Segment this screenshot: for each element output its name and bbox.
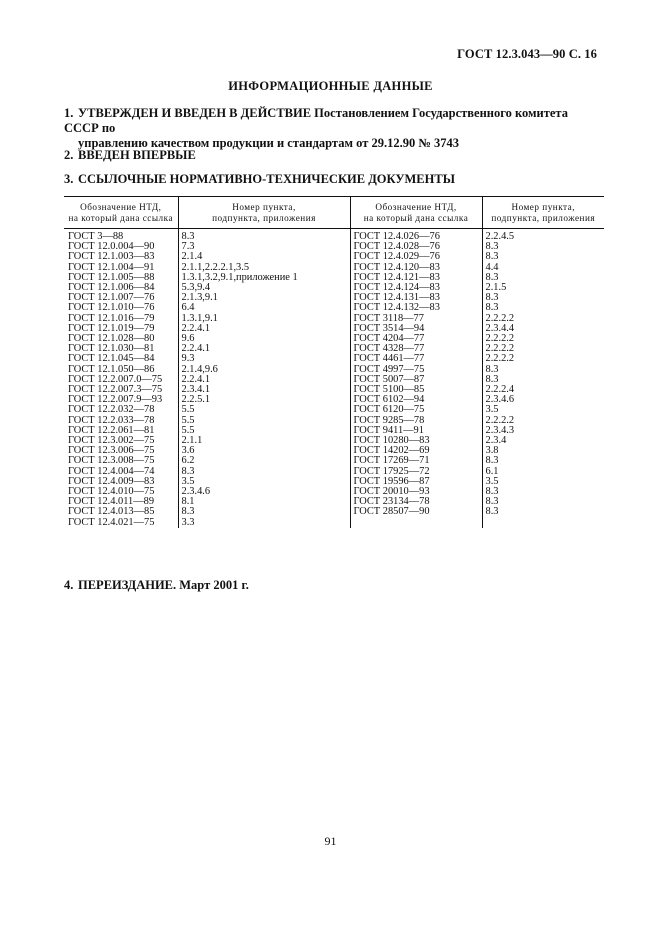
doc-designation-cell: ГОСТ 12.4.013—85 bbox=[68, 506, 155, 518]
doc-designation-cell: ГОСТ 12.1.007—76 bbox=[68, 292, 155, 304]
clause-number-cell: 3.3 bbox=[178, 518, 350, 528]
doc-designation-cell: ГОСТ 6120—75 bbox=[350, 405, 482, 415]
doc-designation-cell: ГОСТ 12.1.016—79 bbox=[68, 312, 155, 324]
doc-designation-cell: ГОСТ 12.2.033—78 bbox=[68, 414, 155, 426]
doc-designation-cell: ГОСТ 12.3.002—75 bbox=[68, 435, 155, 447]
clause-number-cell: 8.3 bbox=[178, 229, 350, 243]
clause-number-cell: 3.8 bbox=[482, 446, 604, 456]
doc-designation-cell bbox=[350, 518, 482, 528]
clause-number-cell: 2.2.2.2 bbox=[482, 314, 604, 324]
doc-designation-cell: ГОСТ 12.0.004—90 bbox=[68, 241, 155, 253]
clause-number-cell: 2.2.4.1 bbox=[178, 324, 350, 334]
clause-number-cell: 2.1.3,9.1 bbox=[178, 293, 350, 303]
doc-designation-cell: ГОСТ 12.2.007.0—75 bbox=[68, 373, 163, 385]
item-referenced-documents bbox=[64, 172, 604, 187]
clause-number-cell: 5.5 bbox=[178, 405, 350, 415]
doc-designation-cell: ГОСТ 12.1.003—83 bbox=[68, 251, 155, 263]
doc-designation-cell: ГОСТ 12.3.008—75 bbox=[68, 455, 155, 467]
header-clause-number: Номер пункта, подпункта, приложения bbox=[178, 197, 350, 229]
doc-designation-cell: ГОСТ 12.1.045—84 bbox=[68, 353, 155, 365]
item-text-continuation: управлению качеством продукции и стандартам от 29.12.90 № 3743 bbox=[78, 136, 460, 150]
item-text: ССЫЛОЧНЫЕ НОРМАТИВНО-ТЕХНИЧЕСКИЕ ДОКУМЕНТЫ bbox=[78, 172, 455, 186]
doc-designation-cell: ГОСТ 12.2.007.3—75 bbox=[68, 384, 163, 396]
clause-number-cell: 2.3.4.4 bbox=[482, 324, 604, 334]
clause-number-cell: 2.3.4.6 bbox=[482, 395, 604, 405]
item-text: ВВЕДЕН ВПЕРВЫЕ bbox=[78, 148, 196, 162]
clause-number-cell: 4.4 bbox=[482, 263, 604, 273]
doc-designation-cell: ГОСТ 3—88 bbox=[68, 231, 124, 242]
doc-designation-cell: ГОСТ 12.4.028—76 bbox=[350, 242, 482, 252]
doc-designation-cell: ГОСТ 12.1.005—88 bbox=[68, 271, 155, 283]
clause-number-cell: 5.5 bbox=[178, 416, 350, 426]
doc-designation-cell: ГОСТ 9411—91 bbox=[350, 426, 482, 436]
doc-designation-cell: ГОСТ 12.4.021—75 bbox=[68, 516, 155, 528]
doc-designation-cell: ГОСТ 12.4.011—89 bbox=[68, 496, 155, 508]
clause-number-cell: 8.3 bbox=[482, 507, 604, 517]
clause-number-cell: 7.3 bbox=[178, 242, 350, 252]
doc-designation-cell: ГОСТ 20010—93 bbox=[350, 487, 482, 497]
clause-number-cell: 2.2.2.4 bbox=[482, 385, 604, 395]
clause-number-cell: 8.3 bbox=[482, 252, 604, 262]
item-approved bbox=[64, 106, 604, 151]
doc-designation-cell: ГОСТ 14202—69 bbox=[350, 446, 482, 456]
item-text: ПЕРЕИЗДАНИЕ. Март 2001 г. bbox=[78, 578, 249, 592]
doc-designation-cell: ГОСТ 6102—94 bbox=[350, 395, 482, 405]
clause-number-cell: 9.3 bbox=[178, 354, 350, 364]
clause-number-cell: 8.3 bbox=[482, 273, 604, 283]
doc-designation-cell: ГОСТ 4461—77 bbox=[350, 354, 482, 364]
clause-number-cell: 8.3 bbox=[178, 467, 350, 477]
clause-number-cell: 6.1 bbox=[482, 467, 604, 477]
doc-designation-cell: ГОСТ 12.1.006—84 bbox=[68, 282, 155, 294]
item-text: УТВЕРЖДЕН И ВВЕДЕН В ДЕЙСТВИЕ Постановлением Государственного комитета СССР по bbox=[64, 106, 568, 135]
doc-designation-cell: ГОСТ 12.1.030—81 bbox=[68, 343, 155, 355]
page-header: ГОСТ 12.3.043—90 С. 16 bbox=[457, 47, 597, 61]
clause-number-cell: 8.3 bbox=[178, 507, 350, 517]
clause-number-cell: 2.2.2.2 bbox=[482, 354, 604, 364]
doc-designation-cell: ГОСТ 3514—94 bbox=[350, 324, 482, 334]
doc-designation-cell: ГОСТ 12.4.132—83 bbox=[350, 303, 482, 313]
clause-number-cell: 3.5 bbox=[482, 405, 604, 415]
doc-designation-cell: ГОСТ 12.4.029—76 bbox=[350, 252, 482, 262]
doc-designation-cell: ГОСТ 23134—78 bbox=[350, 497, 482, 507]
clause-number-cell: 2.1.1 bbox=[178, 436, 350, 446]
clause-number-cell: 1.3.1,9.1 bbox=[178, 314, 350, 324]
doc-designation-cell: ГОСТ 4204—77 bbox=[350, 334, 482, 344]
clause-number-cell: 1.3.1,3.2,9.1,приложение 1 bbox=[178, 273, 350, 283]
doc-designation-cell: ГОСТ 12.1.028—80 bbox=[68, 333, 155, 345]
clause-number-cell: 6.2 bbox=[178, 456, 350, 466]
doc-designation-cell: ГОСТ 12.2.007.9—93 bbox=[68, 394, 163, 406]
clause-number-cell: 8.3 bbox=[482, 487, 604, 497]
doc-designation-cell: ГОСТ 12.1.004—91 bbox=[68, 261, 155, 273]
item-reissue bbox=[64, 578, 604, 593]
doc-designation-cell: ГОСТ 12.4.010—75 bbox=[68, 486, 155, 498]
clause-number-cell: 5.3,9.4 bbox=[178, 283, 350, 293]
header-doc-designation: Обозначение НТД, на который дана ссылка bbox=[64, 197, 178, 229]
doc-designation-cell: ГОСТ 9285—78 bbox=[350, 416, 482, 426]
header-clause-number: Номер пункта, подпункта, приложения bbox=[482, 197, 604, 229]
doc-designation-cell: ГОСТ 17925—72 bbox=[350, 467, 482, 477]
page-number: 91 bbox=[324, 834, 337, 848]
doc-designation-cell: ГОСТ 19596—87 bbox=[350, 477, 482, 487]
clause-number-cell: 2.2.4.1 bbox=[178, 344, 350, 354]
doc-designation-cell: ГОСТ 12.4.121—83 bbox=[350, 273, 482, 283]
item-number: 3. bbox=[64, 172, 74, 186]
doc-designation-cell: ГОСТ 5100—85 bbox=[350, 385, 482, 395]
item-number: 1. bbox=[64, 106, 74, 120]
clause-number-cell: 8.3 bbox=[482, 375, 604, 385]
doc-designation-cell: ГОСТ 12.1.019—79 bbox=[68, 322, 155, 334]
referenced-documents-table bbox=[64, 196, 604, 528]
item-number: 4. bbox=[64, 578, 74, 592]
doc-designation-cell: ГОСТ 28507—90 bbox=[350, 507, 482, 517]
item-number: 2. bbox=[64, 148, 74, 162]
clause-number-cell: 2.3.4.1 bbox=[178, 385, 350, 395]
clause-number-cell: 2.2.2.2 bbox=[482, 344, 604, 354]
doc-designation-cell: ГОСТ 5007—87 bbox=[350, 375, 482, 385]
doc-designation-cell: ГОСТ 10280—83 bbox=[350, 436, 482, 446]
clause-number-cell: 8.1 bbox=[178, 497, 350, 507]
clause-number-cell: 8.3 bbox=[482, 456, 604, 466]
clause-number-cell: 3.6 bbox=[178, 446, 350, 456]
doc-designation-cell: ГОСТ 4997—75 bbox=[350, 365, 482, 375]
doc-designation-cell: ГОСТ 12.2.032—78 bbox=[68, 404, 155, 416]
clause-number-cell: 2.1.4,9.6 bbox=[178, 365, 350, 375]
section-title: ИНФОРМАЦИОННЫЕ ДАННЫЕ bbox=[228, 79, 433, 93]
item-introduced-first bbox=[64, 148, 604, 163]
doc-designation-cell: ГОСТ 12.4.009—83 bbox=[68, 475, 155, 487]
clause-number-cell: 2.3.4.6 bbox=[178, 487, 350, 497]
clause-number-cell: 3.5 bbox=[482, 477, 604, 487]
clause-number-cell: 8.3 bbox=[482, 365, 604, 375]
clause-number-cell: 2.2.4.5 bbox=[482, 229, 604, 243]
clause-number-cell: 2.3.4.3 bbox=[482, 426, 604, 436]
doc-designation-cell: ГОСТ 3118—77 bbox=[350, 314, 482, 324]
table-header-row bbox=[64, 197, 604, 229]
doc-designation-cell: ГОСТ 4328—77 bbox=[350, 344, 482, 354]
clause-number-cell: 6.4 bbox=[178, 303, 350, 313]
doc-designation-cell: ГОСТ 12.3.006—75 bbox=[68, 445, 155, 457]
clause-number-cell: 2.2.2.2 bbox=[482, 416, 604, 426]
clause-number-cell: 8.3 bbox=[482, 293, 604, 303]
clause-number-cell: 8.3 bbox=[482, 497, 604, 507]
table-body bbox=[64, 229, 604, 528]
doc-designation-cell: ГОСТ 12.4.131—83 bbox=[350, 293, 482, 303]
clause-number-cell: 9.6 bbox=[178, 334, 350, 344]
clause-number-cell: 2.3.4 bbox=[482, 436, 604, 446]
clause-number-cell: 5.5 bbox=[178, 426, 350, 436]
clause-number-cell: 2.1.5 bbox=[482, 283, 604, 293]
doc-designation-cell: ГОСТ 12.2.061—81 bbox=[68, 424, 155, 436]
doc-designation-cell: ГОСТ 17269—71 bbox=[350, 456, 482, 466]
doc-designation-cell: ГОСТ 12.1.050—86 bbox=[68, 363, 155, 375]
clause-number-cell bbox=[482, 518, 604, 528]
table-row bbox=[64, 518, 604, 528]
header-doc-designation: Обозначение НТД, на который дана ссылка bbox=[350, 197, 482, 229]
clause-number-cell: 2.1.4 bbox=[178, 252, 350, 262]
clause-number-cell: 8.3 bbox=[482, 242, 604, 252]
clause-number-cell: 2.2.2.2 bbox=[482, 334, 604, 344]
clause-number-cell: 2.2.5.1 bbox=[178, 395, 350, 405]
doc-designation-cell: ГОСТ 12.4.004—74 bbox=[68, 465, 155, 477]
clause-number-cell: 3.5 bbox=[178, 477, 350, 487]
table-row bbox=[64, 229, 604, 243]
doc-designation-cell: ГОСТ 12.4.120—83 bbox=[350, 263, 482, 273]
doc-designation-cell: ГОСТ 12.1.010—76 bbox=[68, 302, 155, 314]
clause-number-cell: 2.2.4.1 bbox=[178, 375, 350, 385]
clause-number-cell: 2.1.1,2.2.2.1,3.5 bbox=[178, 263, 350, 273]
clause-number-cell: 8.3 bbox=[482, 303, 604, 313]
doc-designation-cell: ГОСТ 12.4.124—83 bbox=[350, 283, 482, 293]
doc-designation-cell: ГОСТ 12.4.026—76 bbox=[350, 229, 482, 243]
